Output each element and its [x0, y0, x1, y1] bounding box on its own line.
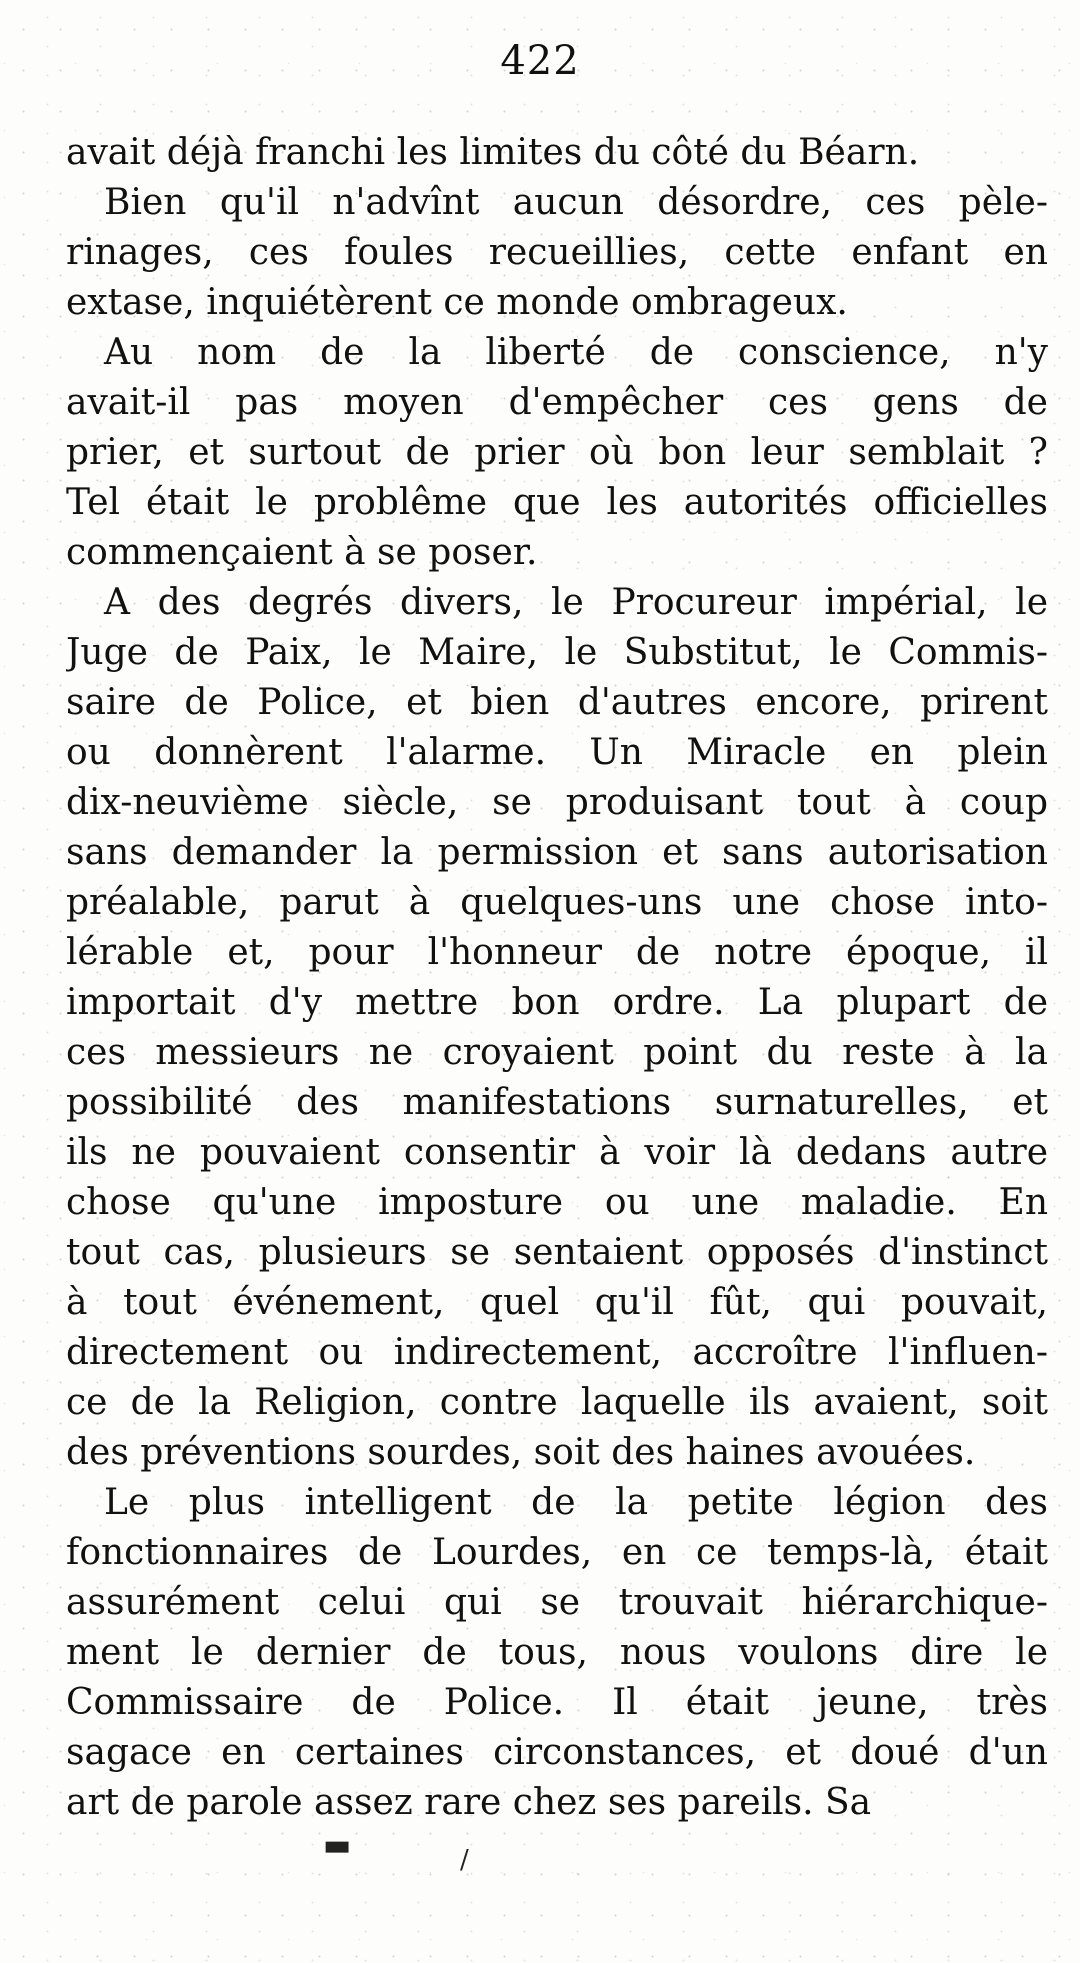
text-line: Commissaire de Police. Il était jeune, très	[66, 1682, 1048, 1723]
page-number: 422	[500, 38, 580, 84]
text-line: préalable, parut à quelques-uns une chose into-	[66, 882, 1048, 923]
text-line: Tel était le problême que les autorités officielles	[66, 482, 1048, 523]
text-line: extase, inquiétèrent ce monde ombrageux.	[66, 282, 848, 323]
text-line: chose qu'une imposture ou une maladie. En	[66, 1182, 1048, 1223]
text-line: avait déjà franchi les limites du côté du Béarn.	[66, 132, 920, 173]
text-line: dix-neuvième siècle, se produisant tout à coup	[66, 782, 1048, 823]
text-line: des préventions sourdes, soit des haines avouées.	[66, 1432, 976, 1473]
text-line: sagace en certaines circonstances, et doué d'un	[66, 1732, 1048, 1773]
text-line: ils ne pouvaient consentir à voir là dedans autre	[66, 1132, 1048, 1173]
text-line: A des degrés divers, le Procureur impérial, le	[104, 582, 1048, 623]
text-line: avait-il pas moyen d'empêcher ces gens de	[66, 382, 1048, 423]
text-line: Bien qu'il n'advînt aucun désordre, ces pèle-	[104, 182, 1048, 223]
text-line: importait d'y mettre bon ordre. La plupart de	[66, 982, 1048, 1023]
text-line: ces messieurs ne croyaient point du reste à la	[66, 1032, 1048, 1073]
text-line: lérable et, pour l'honneur de notre époque, il	[66, 932, 1048, 973]
text-line: tout cas, plusieurs se sentaient opposés d'instinct	[66, 1232, 1048, 1273]
text-line: saire de Police, et bien d'autres encore, prirent	[66, 682, 1048, 723]
text-line: commençaient à se poser.	[66, 532, 538, 573]
stray-mark: ▬	[323, 1828, 352, 1863]
text-line: art de parole assez rare chez ses pareils. Sa	[66, 1782, 872, 1823]
text-line: possibilité des manifestations surnaturelles, et	[66, 1082, 1048, 1123]
text-line: Le plus intelligent de la petite légion des	[104, 1482, 1048, 1523]
text-line: fonctionnaires de Lourdes, en ce temps-là, était	[66, 1532, 1048, 1573]
text-line: à tout événement, quel qu'il fût, qui pouvait,	[66, 1282, 1048, 1323]
text-line: ment le dernier de tous, nous voulons dire le	[66, 1632, 1048, 1673]
text-line: sans demander la permission et sans autorisation	[66, 832, 1048, 873]
text-line: Juge de Paix, le Maire, le Substitut, le Commis-	[66, 632, 1048, 673]
body-text	[66, 128, 1048, 1828]
text-line: Au nom de la liberté de conscience, n'y	[104, 332, 1048, 373]
text-line: assurément celui qui se trouvait hiérarchique-	[66, 1582, 1048, 1623]
text-line: directement ou indirectement, accroître l'influen-	[66, 1332, 1048, 1373]
text-line: prier, et surtout de prier où bon leur semblait ?	[66, 432, 1048, 473]
text-line: ce de la Religion, contre laquelle ils avaient, soit	[66, 1382, 1048, 1423]
text-line: rinages, ces foules recueillies, cette enfant en	[66, 232, 1048, 273]
text-line: ou donnèrent l'alarme. Un Miracle en plein	[66, 732, 1048, 773]
stray-mark: /	[460, 1845, 469, 1875]
